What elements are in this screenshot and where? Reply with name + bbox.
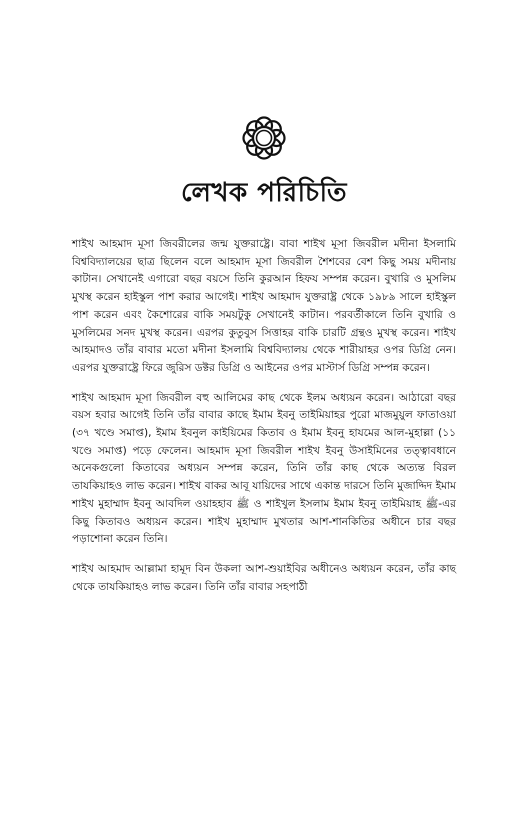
- bio-paragraph: শাইখ আহমাদ মূসা জিবরীল বহু আলিমের কাছ থেকে ইলম অধ্যয়ন করেন। আঠারো বছর বয়স হবার আগেই তিনি তাঁর বাবার কাছে ইমাম ইবনু তাইমিয়াহর পুরো মাজমুয়ুল ফাতাওয়া (৩৭ খণ্ডে সমাপ্ত), ইমাম ইবনুল কাইয়িমের কিতাব ও ইমাম ইবনু হাযমের আল-মুহাল্লা (১১ খণ্ডে সমাপ্ত) পড়ে ফেলেন। আহমাদ মূসা জিবরীল শাইখ ইবনু উসাইমিনের তত্ত্বাবধানে অনেকগুলো কিতাবের অধ্যয়ন সম্পন্ন করেন, তিনি তাঁর কাছ থেকে অত্যন্ত বিরল তাযকিয়াহও লাভ করেন। শাইখ বাকর আবূ যায়িদের সাথে একান্ত দারসে তিনি মুজাদ্দিদ ইমাম শাইখ মুহাম্মাদ ইবনু আবদিল ওয়াহহাব ﷺ ও শাইখুল ইসলাম ইমাম ইবনু তাইমিয়াহ ﷺ-এর কিছু কিতাবও অধ্যয়ন করেন। শাইখ মুহাম্মাদ মুখতার আশ-শানকিতির অধীনে চার বছর পড়াশোনা করেন তিনি।: [72, 391, 456, 546]
- author-bio-text: [72, 236, 456, 608]
- bio-paragraph: শাইখ আহমাদ মূসা জিবরীলের জন্ম যুক্তরাষ্ট্রে। বাবা শাইখ মূসা জিবরীল মদীনা ইসলামি বিশ্ববিদ্যালয়ের ছাত্র ছিলেন বলে আহমাদ মূসা জিবরীল শৈশবের বেশ কিছু সময় মদীনায় কাটান। সেখানেই এগারো বছর বয়সে তিনি কুরআন হিফয সম্পন্ন করেন। বুখারি ও মুসলিম মুখস্থ করেন হাইস্কুল পাশ করার আগেই। শাইখ আহমাদ যুক্তরাষ্ট্র থেকে ১৯৮৯ সালে হাইস্কুল পাশ করেন এবং কৈশোরের বাকি সময়টুকু সেখানেই কাটান। পরবর্তীকালে তিনি বুখারি ও মুসলিমের সনদ মুখস্থ করেন। এরপর কুতুবুস সিত্তাহর বাকি চারটি গ্রন্থও মুখস্থ করেন। শাইখ আহমাদও তাঁর বাবার মতো মদীনা ইসলামি বিশ্ববিদ্যালয় থেকে শারীয়াহর ওপর ডিগ্রি নেন। এরপর যুক্তরাষ্ট্রে ফিরে জুরিস ডক্টর ডিগ্রি ও আইনের ওপর মাস্টার্স ডিগ্রি সম্পন্ন করেন।: [72, 238, 456, 374]
- flower-ornament-icon: [238, 112, 290, 164]
- bio-paragraph: শাইখ আহমাদ আল্লামা হামূদ বিন উকলা আশ-শুয়াইবির অধীনেও অধ্যয়ন করেন, তাঁর কাছ থেকে তাযকিয়াহও লাভ করেন। তিনি তাঁর বাবার সহপাঠী: [72, 562, 456, 593]
- page-title: লেখক পরিচিতি: [180, 178, 348, 208]
